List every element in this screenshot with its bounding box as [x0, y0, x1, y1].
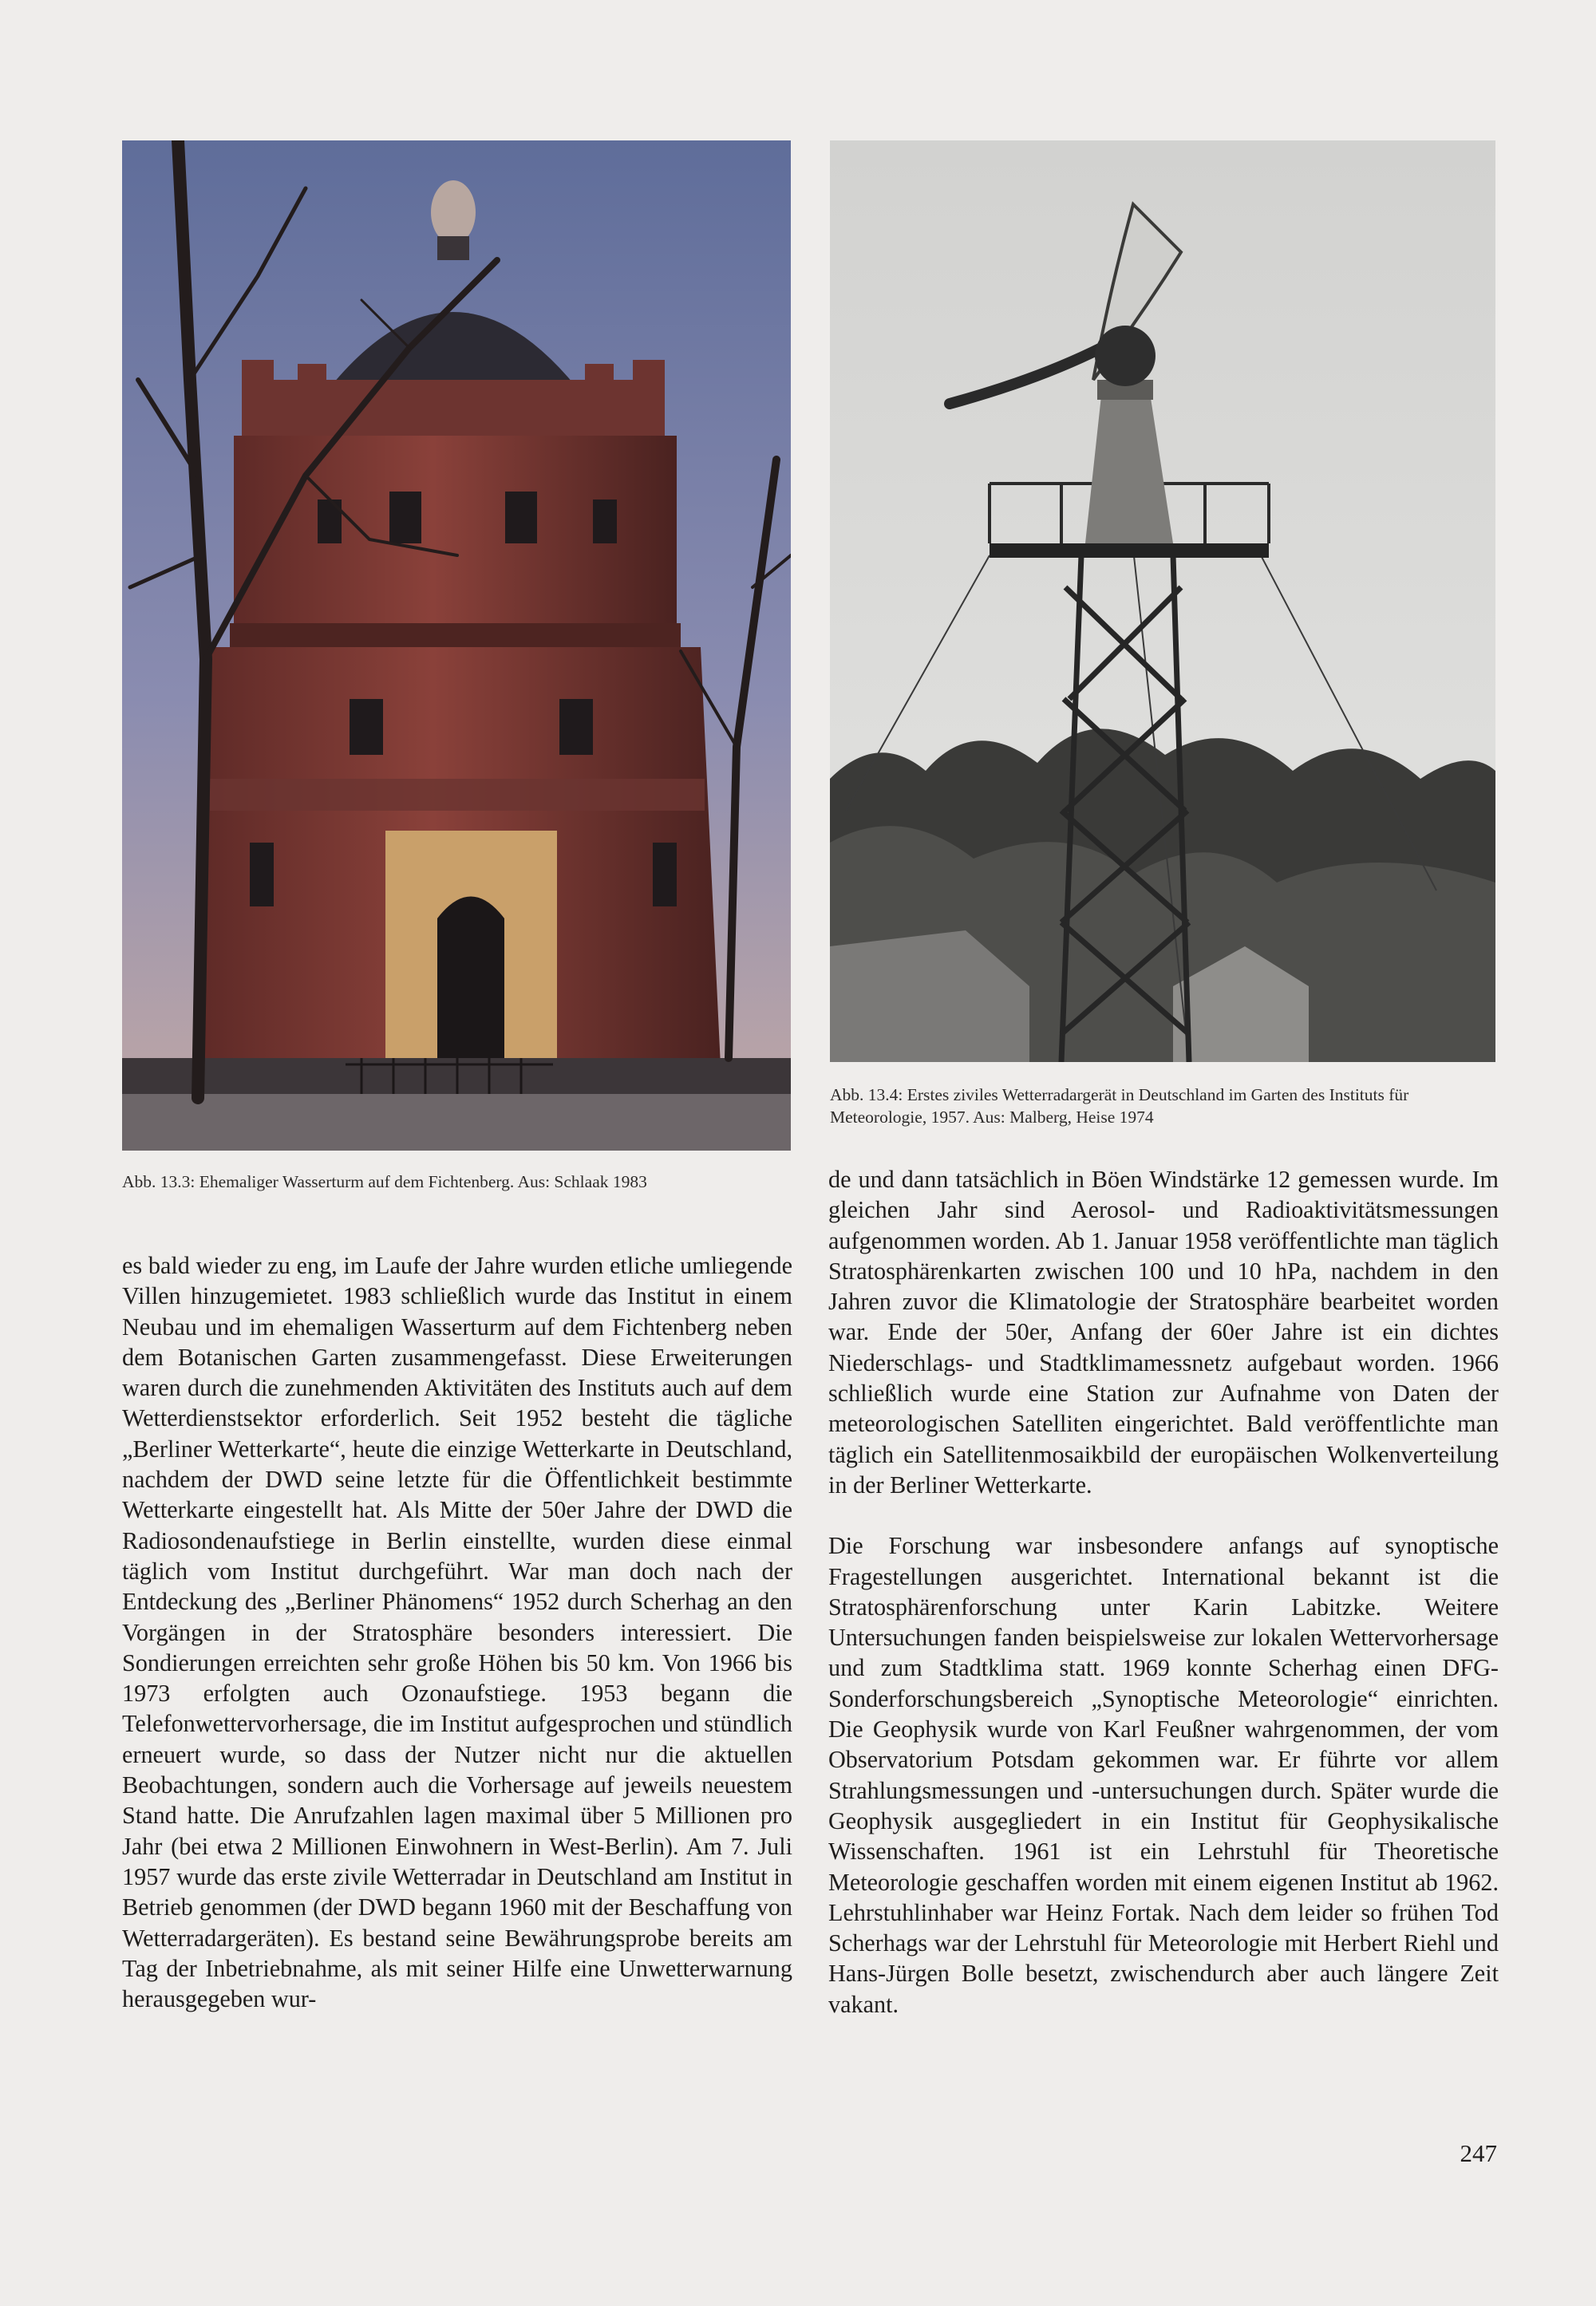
text-column-left [122, 1250, 792, 2014]
figure-water-tower-photo [122, 140, 791, 1151]
figure-caption-left: Abb. 13.3: Ehemaliger Wasserturm auf dem Fichtenberg. Aus: Schlaak 1983 [122, 1172, 647, 1191]
text-column-right [828, 1164, 1499, 2020]
body-paragraph: es bald wieder zu eng, im Laufe der Jahre wurden etliche umliegende Villen hinzugemietet. 1983 schließlich wurde das Institut in einem Neubau und im ehemaligen Wasserturm auf dem Fichtenberg neben dem Botanischen Garten zusammengefasst. Diese Erweiterungen waren durch die zunehmenden Aktivitäten des Instituts auch auf dem Wetterdienstsektor erforderlich. Seit 1952 besteht die tägliche „Berliner Wetterkarte“, heute die einzige Wetterkarte in Deutschland, nachdem der DWD seine letzte für die Öffentlichkeit bestimmte Wetterkarte eingestellt hat. Als Mitte der 50er Jahre der DWD die Radiosondenaufstiege in Berlin einstellte, wurden diese einmal täglich vom Institut durchgeführt. War man doch nach der Entdeckung des „Berliner Phänomens“ 1952 durch Scherhag an den Vorgängen in der Stratosphäre besonders interessiert. Die Sondierungen erreichten sehr große Höhen bis 50 km. Von 1966 bis 1973 erfolgten auch Ozonaufstiege. 1953 begann die Telefonwettervorhersage, die im Institut aufgesprochen und stündlich erneuert wurde, so dass der Nutzer nicht nur die aktuellen Beobachtungen, sondern auch die Vorhersage auf jeweils neuestem Stand hatte. Die Anrufzahlen lagen maximal über 5 Millionen pro Jahr (bei etwa 2 Millionen Einwohnern in West-Berlin). Am 7. Juli 1957 wurde das erste zivile Wetterradar in Deutschland am Institut in Betrieb genommen (der DWD begann 1960 mit der Beschaffung von Wetterradargeräten). Es bestand seine Bewährungsprobe bereits am Tag der Inbetriebnahme, als mit seiner Hilfe eine Unwetterwarnung herausgegeben wur- [122, 1252, 792, 2013]
figure-caption-right: Abb. 13.4: Erstes ziviles Wetterradargerät in Deutschland im Garten des Instituts für Meteorologie, 1957. Aus: Malberg, Heise 1974 [830, 1085, 1409, 1127]
page-number: 247 [1460, 2139, 1497, 2167]
body-paragraph: Die Forschung war insbesondere anfangs auf synoptische Fragestellungen ausgerichtet. International bekannt ist die Stratosphärenforschung unter Karin Labitzke. Weitere Untersuchungen fanden beispielsweise zur lokalen Wettervorhersage und zum Stadtklima statt. 1969 konnte Scherhag einen DFG-Sonderforschungsbereich „Synoptische Meteorologie“ einrichten. Die Geophysik wurde von Karl Feußner wahrgenommen, der vom Observatorium Potsdam gekommen war. Er führte vor allem Strahlungsmessungen und -untersuchungen durch. Später wurde die Geophysik ausgegliedert in ein Institut für Geophysikalische Wissenschaften. 1961 ist ein Lehrstuhl für Theoretische Meteorologie geschaffen worden mit einem eigenen Institut ab 1962. Lehrstuhlinhaber war Heinz Fortak. Nach dem leider so frühen Tod Scherhags war der Lehrstuhl für Meteorologie mit Herbert Riehl und Hans-Jürgen Bolle besetzt, zwischendurch aber auch längere Zeit vakant. [828, 1532, 1499, 2018]
figure-weather-radar-photo [830, 140, 1495, 1062]
body-paragraph: de und dann tatsächlich in Böen Windstärke 12 gemessen wurde. Im gleichen Jahr sind Aerosol- und Radioaktivitätsmessungen aufgenommen worden. Ab 1. Januar 1958 veröffentlichte man täglich Stratosphärenkarten zwischen 100 und 10 hPa, nachdem in den Jahren zuvor die Klimatologie der Stratosphäre bearbeitet worden war. Ende der 50er, Anfang der 60er Jahre ist ein dichtes Niederschlags- und Stadtklimamessnetz aufgebaut worden. 1966 schließlich wurde eine Station zur Aufnahme von Daten der meteorologischen Satelliten eingerichtet. Bald veröffentlichte man täglich ein Satellitenmosaikbild der europäischen Wolkenverteilung in der Berliner Wetterkarte. [828, 1166, 1499, 1499]
